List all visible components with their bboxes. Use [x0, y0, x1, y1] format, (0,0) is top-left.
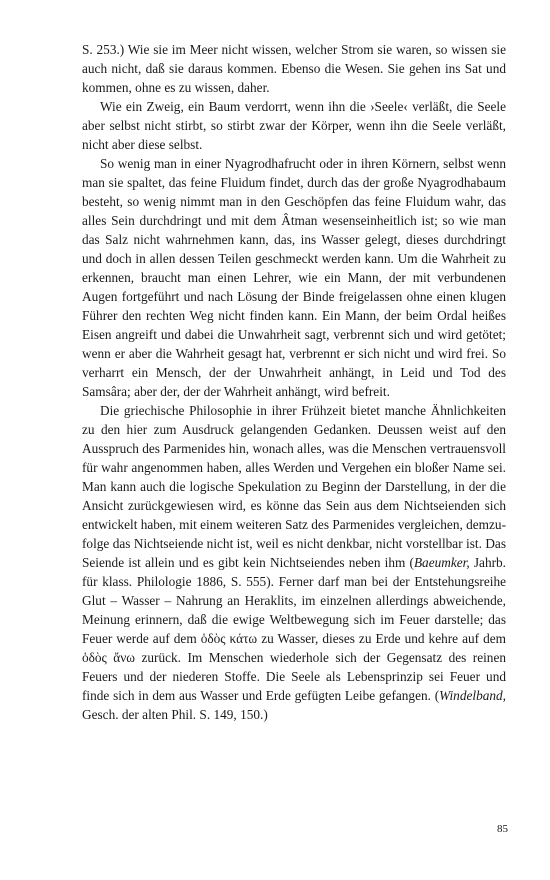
paragraph-zweig: Wie ein Zweig, ein Baum verdorrt, wenn ihn die ›Seele‹ verläßt, die Seele aber selbst nicht stirbt, so stirbt zwar der Körper, wenn ihn die Seele verläßt, nicht aber diese selbst. [82, 99, 506, 152]
paragraph-text-part: Jahrb. für klass. Philologie 1886, S. 555). Ferner darf man bei der Entstehungsreihe Glut – Wasser – Nahrung an Heraklits, im einzelnen allerdings abweichende, Meinung erinnern, daß die ewige Weltbewegung sich im Feuer darstelle; das Feuer werde auf dem ὁδὸς κάτω zu Wasser, dieses zu Erde und kehre auf dem ὁδὸς ἄνω zurück. Im Menschen wiederhole sich der Gegensatz des reinen Feuers und der niederen Stoffe. Die Seele als Lebensprinzip sei Feuer und finde sich in dem aus Wasser und Erde gefügten Leibe gefangen. ( [82, 555, 506, 703]
paragraph-continuation: S. 253.) Wie sie im Meer nicht wissen, welcher Strom sie waren, so wissen sie auch nicht, daß sie daraus kommen. Ebenso die Wesen. Sie gehen ins Sat und kommen, ohne es zu wissen, daher. [82, 42, 506, 95]
body-text [82, 40, 506, 724]
paragraph-text-part: Gesch. der alten Phil. S. 149, 150.) [82, 707, 268, 722]
paragraph-text-part: Die griechische Philosophie in ihrer Frühzeit bietet manche Ähnlichkeiten zu den hier zum Ausdruck gelangenden Gedanken. Deussen weist auf den Ausspruch des Parmenides hin, wonach alles, was die Menschen vertrauensvoll für wahr angenommen haben, alles Werden und Vergehen ein bloßer Name sei. Man kann auch die logische Spekulation zu Beginn der Darstellung, in der die Ansicht zurückgewiesen wird, es könne das Sein aus dem Nichtseienden sich entwickelt haben, mit einem weiteren Satz des Parmenides vergleichen, demzufolge das Nichtseiende nicht ist, weil es nicht denkbar, nicht vorstellbar ist. Das Seiende ist allein und es gibt kein Nichtseiendes neben ihm ( [82, 403, 507, 570]
page-number: 85 [497, 823, 508, 835]
paragraph-greek-philosophy [82, 401, 506, 724]
cited-author: Windelband, [439, 688, 506, 703]
paragraph-nyagrodha: So wenig man in einer Nyagrodhafrucht oder in ihren Körnern, selbst wenn man sie spaltet, das feine Fluidum findet, durch das der große Nyagrodhabaum besteht, so wenig nimmt man in den Geschöpfen das feine Fluidum wahr, das alles Sein durchdringt und mit dem Âtman wesenseinheitlich ist; so wie man das Salz nicht wahrnehmen kann, das, ins Wasser gelegt, dieses durchdringt und doch in allen dessen Teilen geschmeckt werden kann. Um die Wahrheit zu erkennen, braucht man einen Lehrer, wie ein Mann, der mit verbundenen Augen fortgeführt und nach Lösung der Binde freigelassen ohne einen klugen Führer den rechten Weg nicht finden kann. Ein Mann, der beim Ordal heißes Eisen angreift und dabei die Unwahrheit sagt, verbrennt sich und wird getötet; wenn er aber die Wahrheit gesagt hat, verbrennt er sich nicht und wird frei. So verharrt ein Mensch, der der Unwahrheit anhängt, in Leid und Tod des Samsâra; aber der, der der Wahrheit anhängt, wird befreit. [82, 156, 506, 399]
cited-author: Baeumker, [413, 555, 470, 570]
